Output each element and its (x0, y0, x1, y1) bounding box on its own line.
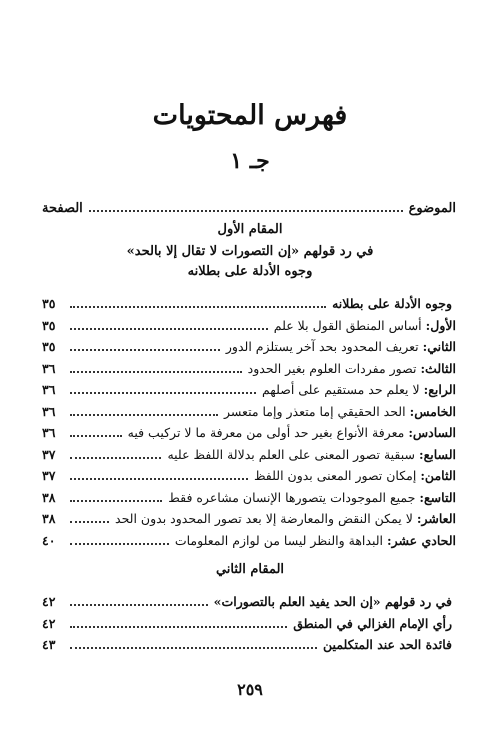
leader-dots (70, 511, 109, 523)
toc-entry-label: الثاني: (422, 339, 456, 354)
toc-entry-page: ٣٨ (42, 511, 56, 526)
toc-entry-page: ٣٧ (42, 446, 56, 462)
toc-entry-label: الثالث: (420, 360, 456, 376)
toc-entry-text: لا يمكن النقض والمعارضة إلا بعد تصور المحدود بدون الحد (115, 511, 413, 526)
toc-entry (42, 594, 456, 616)
leader-dots (70, 447, 161, 459)
toc-entry-page: ٤٢ (42, 594, 56, 609)
toc-entry-page: ٣٦ (42, 360, 56, 376)
toc-entry-text: سبقية تصور المعنى على العلم بدلالة اللفظ عليه (167, 446, 415, 462)
toc-entry-page: ٣٨ (42, 489, 56, 505)
toc-entry (42, 404, 456, 426)
toc-entry-label: الخامس: (409, 403, 456, 419)
leader-dots (70, 490, 162, 502)
toc-entry (42, 637, 456, 659)
topic-header: الموضوع (408, 201, 456, 216)
toc-entry (42, 425, 456, 447)
toc-entry-label: الثامن: (420, 468, 456, 483)
volume-label: جـ ١ (230, 148, 270, 174)
toc-entry-text: وجوه الأدلة على بطلانه (332, 296, 452, 311)
column-header (42, 200, 456, 220)
toc-entry-text: تصور مفردات العلوم بغير الحدود (247, 360, 417, 376)
toc-entry-page: ٣٧ (42, 468, 56, 483)
toc-entry-page: ٣٥ (42, 296, 56, 311)
section1-heading: المقام الأول (217, 222, 283, 237)
leader-dots (70, 533, 169, 545)
toc-entry (42, 447, 456, 469)
toc-entry-text: لا يعلم حد مستقيم على أصلهم (261, 382, 420, 397)
section1-subheading2: وجوه الأدلة على بطلانه (187, 264, 313, 279)
toc-entry-text: الحد الحقيقي إما متعذر وإما متعسر (223, 403, 406, 419)
toc-entry-label: السادس: (408, 425, 456, 440)
toc-entry (42, 318, 456, 340)
leader-dots (70, 382, 256, 394)
toc-entry-page: ٣٥ (42, 339, 56, 354)
toc-entry (42, 468, 456, 490)
toc-entry-label: السابع: (419, 446, 456, 462)
leader-dots (89, 200, 403, 212)
toc-entry (42, 490, 456, 512)
toc-entry-text: رأي الإمام الغزالي في المنطق (293, 615, 452, 631)
toc-entry-text: فائدة الحد عند المتكلمين (323, 637, 452, 652)
toc-entry-text: البداهة والنظر ليسا من لوازم المعلومات (174, 532, 384, 548)
leader-dots (70, 296, 326, 308)
toc-entry-label: العاشر: (416, 511, 456, 526)
leader-dots (70, 468, 248, 480)
leader-dots (70, 637, 317, 649)
toc-entry-text: تعريف المحدود بحد آخر يستلزم الدور (225, 339, 419, 354)
leader-dots (70, 425, 122, 437)
leader-dots (70, 616, 287, 628)
toc-entry-page: ٤٢ (42, 615, 56, 631)
toc-entry (42, 339, 456, 361)
toc-entry-page: ٣٥ (42, 317, 56, 333)
toc-entry-text: جميع الموجودات يتصورها الإنسان مشاعره فقط (168, 489, 416, 505)
toc-entry-page: ٤٠ (42, 532, 56, 548)
toc-entry (42, 361, 456, 383)
toc-entry-label: الحادي عشر: (387, 532, 456, 548)
toc-entry-label: الرابع: (423, 382, 456, 397)
leader-dots (70, 404, 218, 416)
toc-entry-text: إمكان تصور المعنى بدون اللفظ (253, 468, 417, 483)
toc-entry-text: معرفة الأنواع بغير حد أولى من معرفة ما لا تركيب فيه (127, 425, 405, 440)
page-number: ٢٥٩ (237, 680, 263, 699)
leader-dots (70, 594, 208, 606)
section1-subheading: في رد قولهم «إن التصورات لا تقال إلا بالحد» (126, 244, 374, 259)
toc-entry-label: الأول: (425, 317, 456, 333)
page-header: الصفحة (42, 201, 83, 216)
toc-entry-text: أساس المنطق القول بلا علم (273, 317, 422, 333)
toc-entry-page: ٤٣ (42, 637, 56, 652)
toc-entry-label: التاسع: (419, 489, 456, 505)
toc-entry (42, 616, 456, 638)
page-title: فهرس المحتويات (152, 100, 348, 131)
toc-entry-page: ٣٦ (42, 425, 56, 440)
toc-entry-page: ٣٦ (42, 403, 56, 419)
toc-entry (42, 511, 456, 533)
section2-heading: المقام الثاني (215, 562, 285, 577)
toc-entry (42, 296, 456, 318)
leader-dots (70, 339, 220, 351)
leader-dots (70, 361, 242, 373)
leader-dots (70, 318, 268, 330)
toc-entry (42, 382, 456, 404)
toc-entry-text: في رد قولهم «إن الحد يفيد العلم بالتصورات» (213, 594, 452, 609)
toc-entry-page: ٣٦ (42, 382, 56, 397)
toc-entry (42, 533, 456, 555)
